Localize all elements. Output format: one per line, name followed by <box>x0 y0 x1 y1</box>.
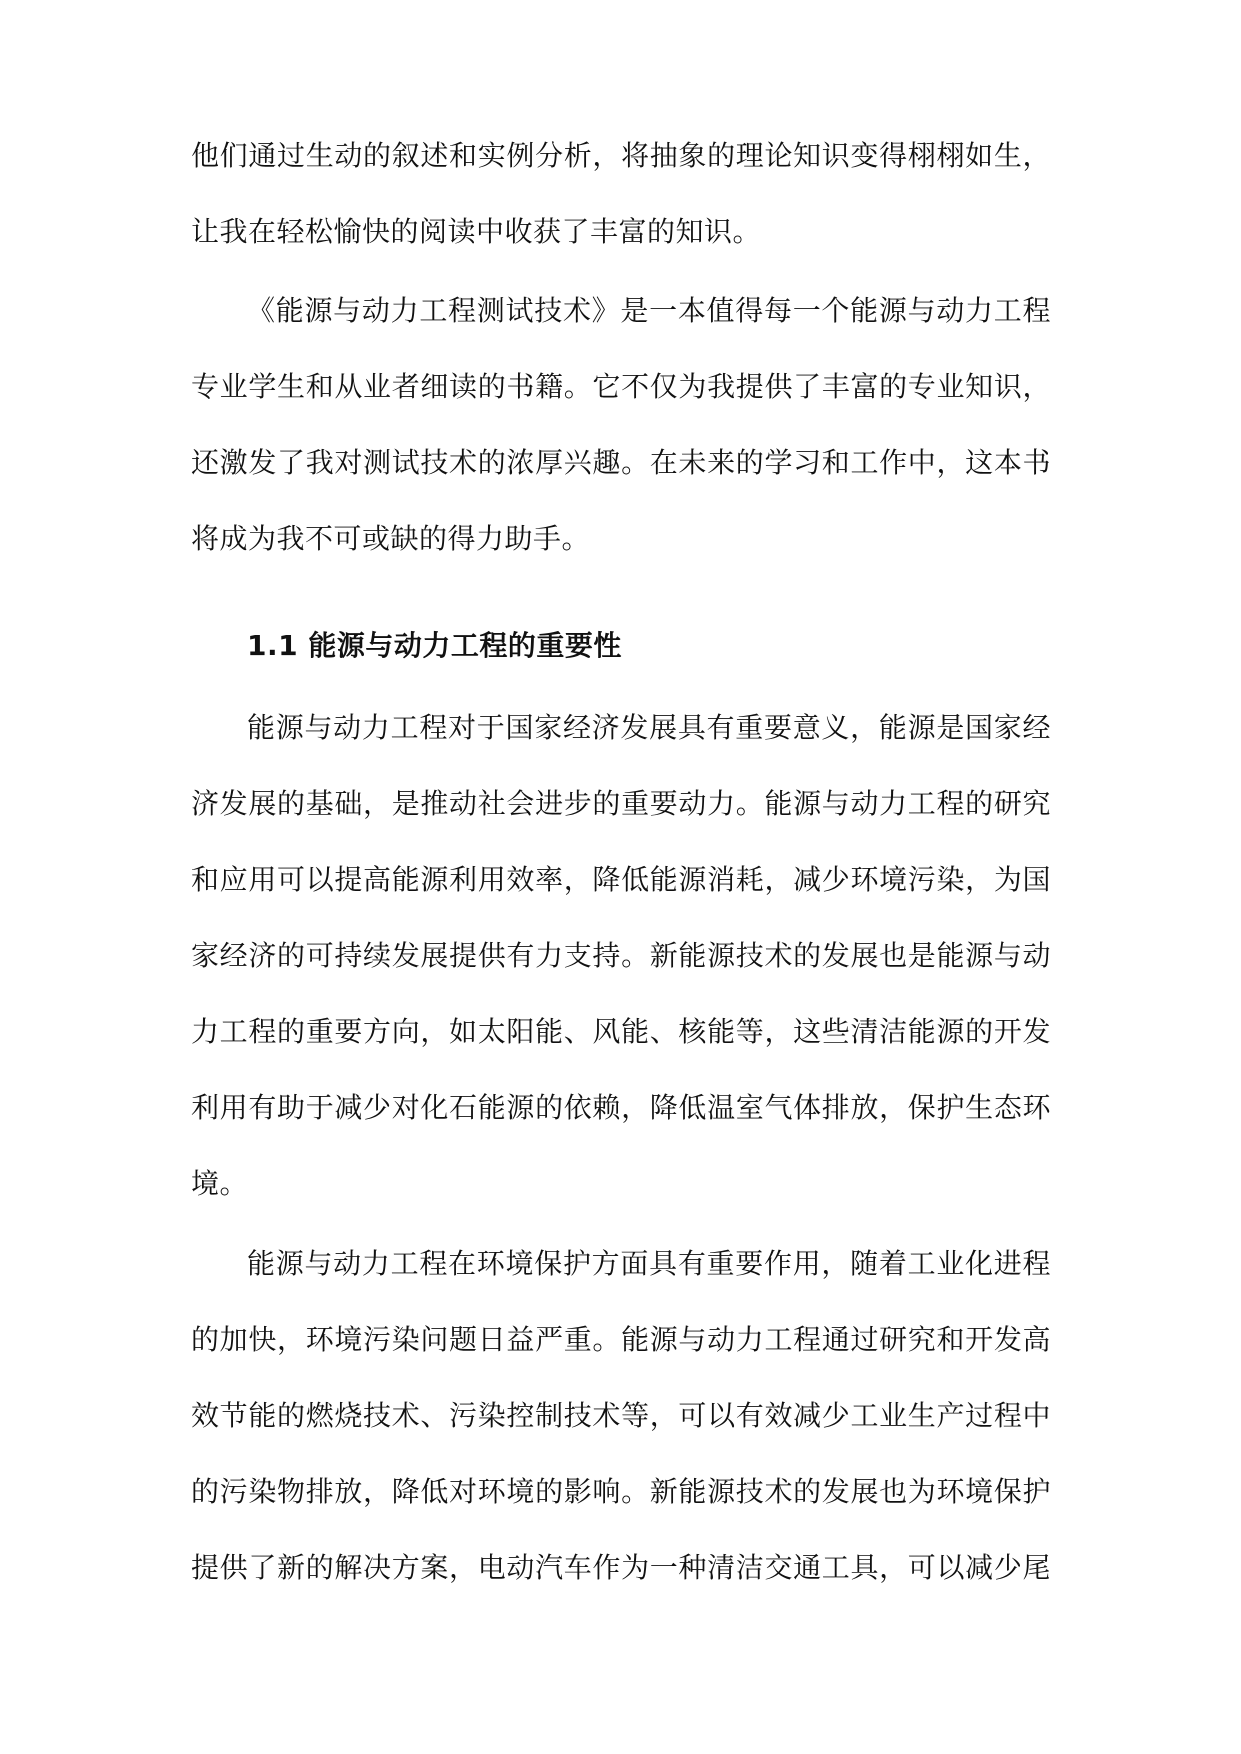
paragraph-line: 的污染物排放，降低对环境的影响。新能源技术的发展也为环境保护 <box>191 1475 1051 1508</box>
paragraph-line: 能源与动力工程在环境保护方面具有重要作用，随着工业化进程 <box>247 1247 1051 1280</box>
section-heading: 1.1 能源与动力工程的重要性 <box>247 629 622 662</box>
paragraph-line: 让我在轻松愉快的阅读中收获了丰富的知识。 <box>191 215 762 248</box>
paragraph-line: 境。 <box>191 1167 249 1200</box>
paragraph-line: 还激发了我对测试技术的浓厚兴趣。在未来的学习和工作中，这本书 <box>191 446 1051 479</box>
paragraph-line: 他们通过生动的叙述和实例分析，将抽象的理论知识变得栩栩如生， <box>191 139 1051 172</box>
paragraph-line: 家经济的可持续发展提供有力支持。新能源技术的发展也是能源与动 <box>191 939 1051 972</box>
paragraph-line: 专业学生和从业者细读的书籍。它不仅为我提供了丰富的专业知识， <box>191 370 1051 403</box>
paragraph-line: 效节能的燃烧技术、污染控制技术等，可以有效减少工业生产过程中 <box>191 1399 1051 1432</box>
paragraph-line: 《能源与动力工程测试技术》是一本值得每一个能源与动力工程 <box>247 294 1051 327</box>
paragraph-line: 利用有助于减少对化石能源的依赖，降低温室气体排放，保护生态环 <box>191 1091 1051 1124</box>
paragraph-line: 提供了新的解决方案，电动汽车作为一种清洁交通工具，可以减少尾 <box>191 1551 1051 1584</box>
paragraph-line: 将成为我不可或缺的得力助手。 <box>191 522 591 555</box>
paragraph-line: 力工程的重要方向，如太阳能、风能、核能等，这些清洁能源的开发 <box>191 1015 1051 1048</box>
paragraph-line: 和应用可以提高能源利用效率，降低能源消耗，减少环境污染，为国 <box>191 863 1051 896</box>
paragraph-line: 的加快，环境污染问题日益严重。能源与动力工程通过研究和开发高 <box>191 1323 1051 1356</box>
paragraph-line: 能源与动力工程对于国家经济发展具有重要意义，能源是国家经 <box>247 711 1051 744</box>
paragraph-line: 济发展的基础，是推动社会进步的重要动力。能源与动力工程的研究 <box>191 787 1051 820</box>
